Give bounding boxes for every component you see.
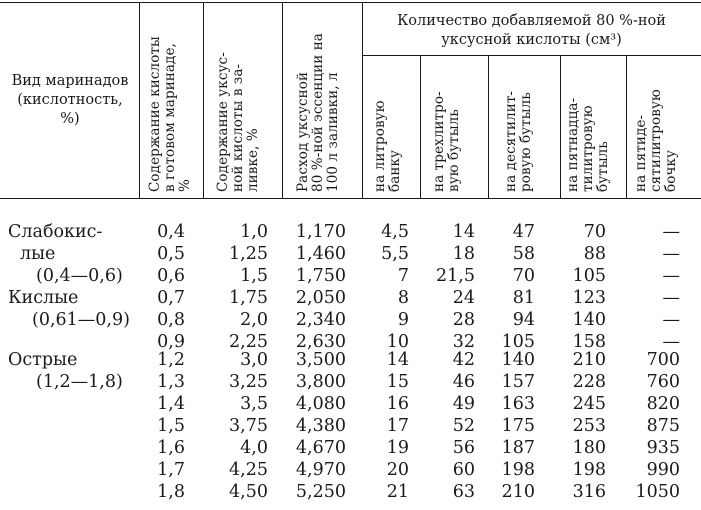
fifty-liter-cell: — xyxy=(662,332,680,352)
liter-cell: 17 xyxy=(386,416,409,436)
three-liter-cell: 24 xyxy=(452,288,475,308)
fifteen-liter-cell: 245 xyxy=(572,394,606,414)
fill-cell: 3,0 xyxy=(240,350,268,370)
table-row xyxy=(0,394,701,414)
fifteen-liter-cell: 105 xyxy=(572,266,606,286)
fill-cell: 1,75 xyxy=(229,288,268,308)
fill-cell: 3,25 xyxy=(229,372,268,392)
essence-cell: 2,050 xyxy=(295,288,346,308)
acid-cell: 1,3 xyxy=(157,372,185,392)
group-label: Кислые xyxy=(8,288,79,308)
acid-cell: 0,6 xyxy=(157,266,185,286)
ten-liter-cell: 81 xyxy=(512,288,535,308)
table-row xyxy=(0,310,701,330)
ten-liter-cell: 175 xyxy=(501,416,535,436)
fifty-liter-cell: 1050 xyxy=(635,482,680,502)
acid-cell: 1,4 xyxy=(157,394,185,414)
table-row xyxy=(0,372,701,392)
fifty-liter-cell: — xyxy=(662,310,680,330)
fill-cell: 3,5 xyxy=(240,394,268,414)
essence-cell: 1,750 xyxy=(295,266,346,286)
fifteen-liter-cell: 70 xyxy=(583,222,606,242)
header-bottom-rule xyxy=(0,198,701,199)
fifty-liter-header: на пятиде- сятилитровую бочку xyxy=(633,89,679,192)
ten-liter-cell: 47 xyxy=(512,222,535,242)
ten-liter-cell: 105 xyxy=(501,332,535,352)
fifty-liter-cell: 875 xyxy=(646,416,680,436)
acid-cell: 0,5 xyxy=(157,244,185,264)
table-row xyxy=(0,482,701,502)
group-label: (0,61—0,9) xyxy=(32,310,130,330)
essence-cell: 2,340 xyxy=(295,310,346,330)
fifteen-liter-cell: 316 xyxy=(572,482,606,502)
three-liter-cell: 49 xyxy=(452,394,475,414)
fifty-liter-cell: 760 xyxy=(646,372,680,392)
liter-cell: 5,5 xyxy=(381,244,409,264)
fill-cell: 1,25 xyxy=(229,244,268,264)
fill-cell: 4,0 xyxy=(240,438,268,458)
liter-cell: 14 xyxy=(386,350,409,370)
fifty-liter-cell: — xyxy=(662,266,680,286)
essence-cell: 4,670 xyxy=(295,438,346,458)
three-liter-cell: 46 xyxy=(452,372,475,392)
liter-cell: 15 xyxy=(386,372,409,392)
liter-jar-header: на литровую банку xyxy=(372,100,403,192)
three-liter-cell: 60 xyxy=(452,460,475,480)
fifteen-liter-cell: 88 xyxy=(583,244,606,264)
group-header-rule xyxy=(362,55,701,56)
ten-liter-cell: 198 xyxy=(501,460,535,480)
liter-cell: 9 xyxy=(397,310,409,330)
fill-cell: 2,25 xyxy=(229,332,268,352)
essence-cell: 4,380 xyxy=(295,416,346,436)
fifty-liter-cell: — xyxy=(662,288,680,308)
fill-cell: 2,0 xyxy=(240,310,268,330)
acid-cell: 1,2 xyxy=(157,350,185,370)
fill-cell: 4,50 xyxy=(229,482,268,502)
fill-cell: 4,25 xyxy=(229,460,268,480)
acid-fill-header: Содержание уксус- ной кислоты в за- ливке, % xyxy=(215,52,261,192)
table-row xyxy=(0,266,701,286)
liter-cell: 19 xyxy=(386,438,409,458)
column-divider xyxy=(488,55,489,199)
three-liter-cell: 32 xyxy=(452,332,475,352)
liter-cell: 10 xyxy=(386,332,409,352)
fifteen-liter-cell: 140 xyxy=(572,310,606,330)
ten-liter-cell: 210 xyxy=(501,482,535,502)
fifteen-liter-cell: 228 xyxy=(572,372,606,392)
fifty-liter-cell: — xyxy=(662,244,680,264)
liter-cell: 8 xyxy=(397,288,409,308)
acid-cell: 0,7 xyxy=(157,288,185,308)
essence-cell: 4,970 xyxy=(295,460,346,480)
group-label: Слабокис- xyxy=(8,222,103,242)
essence-header: Расход уксусной 80 %-ной эссенции на 100 л заливки, л xyxy=(295,33,341,192)
fifteen-liter-header: на пятнадца- тилитровую бутыль xyxy=(565,97,611,192)
liter-cell: 16 xyxy=(386,394,409,414)
essence-cell: 4,080 xyxy=(295,394,346,414)
group-label: (0,4—0,6) xyxy=(36,266,123,286)
ten-liter-cell: 70 xyxy=(512,266,535,286)
liter-cell: 4,5 xyxy=(381,222,409,242)
group-title: Количество добавляемой 80 %-ной уксусной кислоты (см³) xyxy=(397,13,666,48)
table-row xyxy=(0,350,701,370)
column-divider xyxy=(203,2,204,199)
acid-cell: 1,5 xyxy=(157,416,185,436)
table-row xyxy=(0,244,701,264)
table-row xyxy=(0,416,701,436)
group-label: Острые xyxy=(8,350,78,370)
ten-liter-cell: 157 xyxy=(501,372,535,392)
ten-liter-cell: 58 xyxy=(512,244,535,264)
fifty-liter-cell: — xyxy=(662,222,680,242)
ten-liter-header: на десятилит- ровую бутыль xyxy=(503,90,534,192)
essence-cell: 3,800 xyxy=(295,372,346,392)
fifteen-liter-cell: 253 xyxy=(572,416,606,436)
fifty-liter-cell: 935 xyxy=(646,438,680,458)
type-column-header: Вид маринадов (кислотность, %) xyxy=(11,73,129,127)
fifteen-liter-cell: 210 xyxy=(572,350,606,370)
table-row xyxy=(0,222,701,242)
column-divider xyxy=(282,2,283,199)
essence-cell: 1,460 xyxy=(295,244,346,264)
three-liter-header: на трехлитро- вую бутыль xyxy=(431,91,462,192)
column-divider xyxy=(420,55,421,199)
fifty-liter-cell: 820 xyxy=(646,394,680,414)
column-divider xyxy=(626,55,627,199)
three-liter-cell: 18 xyxy=(452,244,475,264)
fifteen-liter-cell: 123 xyxy=(572,288,606,308)
essence-cell: 3,500 xyxy=(295,350,346,370)
ten-liter-cell: 187 xyxy=(501,438,535,458)
liter-cell: 20 xyxy=(386,460,409,480)
table-row xyxy=(0,332,701,352)
group-label: лые xyxy=(20,244,56,264)
acid-cell: 1,8 xyxy=(157,482,185,502)
three-liter-cell: 21,5 xyxy=(436,266,475,286)
group-label: (1,2—1,8) xyxy=(36,372,123,392)
table-row xyxy=(0,438,701,458)
fifteen-liter-cell: 158 xyxy=(572,332,606,352)
fifteen-liter-cell: 180 xyxy=(572,438,606,458)
table-top-rule xyxy=(0,2,701,3)
liter-cell: 21 xyxy=(386,482,409,502)
three-liter-cell: 63 xyxy=(452,482,475,502)
table-row xyxy=(0,460,701,480)
column-divider xyxy=(560,55,561,199)
three-liter-cell: 42 xyxy=(452,350,475,370)
essence-cell: 1,170 xyxy=(295,222,346,242)
three-liter-cell: 56 xyxy=(452,438,475,458)
liter-cell: 7 xyxy=(397,266,409,286)
three-liter-cell: 28 xyxy=(452,310,475,330)
ten-liter-cell: 140 xyxy=(501,350,535,370)
three-liter-cell: 52 xyxy=(452,416,475,436)
acid-cell: 1,6 xyxy=(157,438,185,458)
fill-cell: 1,5 xyxy=(240,266,268,286)
fifty-liter-cell: 990 xyxy=(646,460,680,480)
fill-cell: 3,75 xyxy=(229,416,268,436)
table-row xyxy=(0,288,701,308)
ten-liter-cell: 94 xyxy=(512,310,535,330)
fill-cell: 1,0 xyxy=(240,222,268,242)
three-liter-cell: 14 xyxy=(452,222,475,242)
acid-cell: 1,7 xyxy=(157,460,185,480)
fifty-liter-cell: 700 xyxy=(646,350,680,370)
essence-cell: 2,630 xyxy=(295,332,346,352)
ten-liter-cell: 163 xyxy=(501,394,535,414)
acid-cell: 0,9 xyxy=(157,332,185,352)
acid-finished-header: Содержание кислоты в готовом маринаде, % xyxy=(147,36,193,192)
fifteen-liter-cell: 198 xyxy=(572,460,606,480)
essence-cell: 5,250 xyxy=(295,482,346,502)
acid-cell: 0,4 xyxy=(157,222,185,242)
acid-cell: 0,8 xyxy=(157,310,185,330)
